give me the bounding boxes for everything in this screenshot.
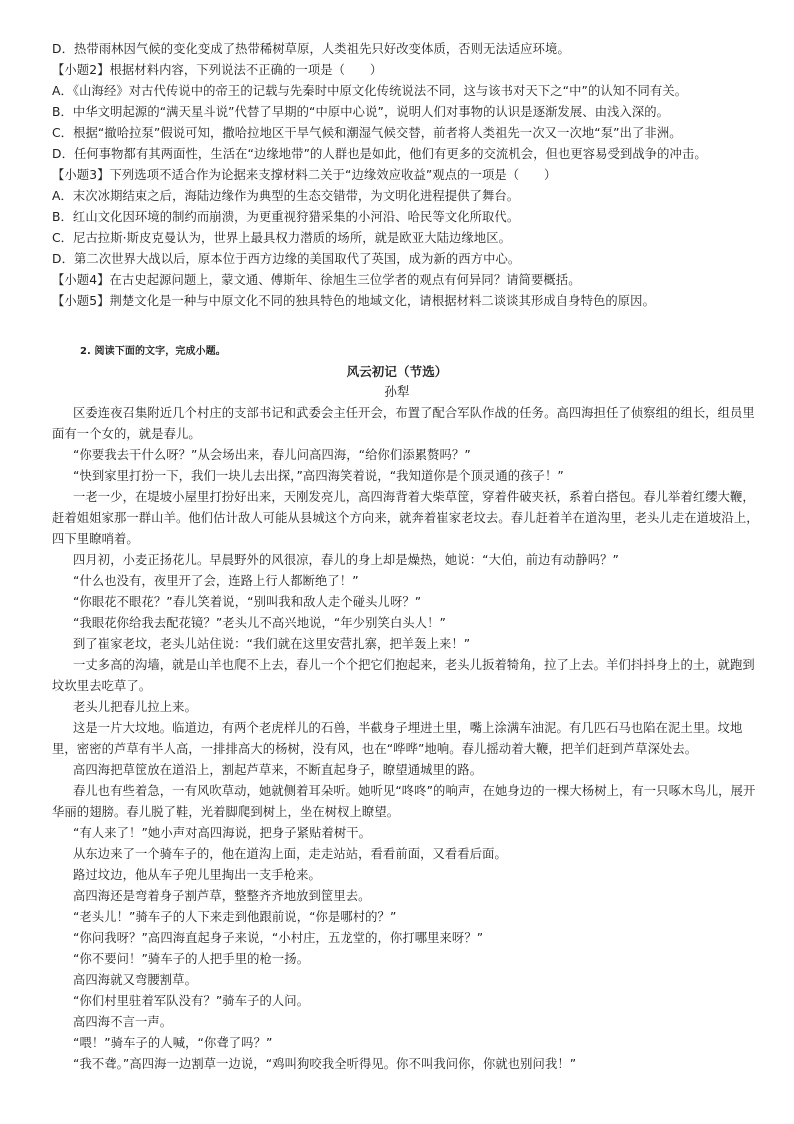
passage-line: 四月初，小麦正扬花儿。早晨野外的风很凉，春儿的身上却是燥热，她说：“大伯，前边有动静吗？” <box>73 553 620 567</box>
option-a-q2: A．《山海经》对古代传说中的帝王的记载与先秦时中原文化传统说法不同，这与该书对天下之“中”的认知不同有关。 <box>52 84 688 98</box>
reading-heading: 2. 阅读下面的文字，完成小题。 <box>80 346 226 357</box>
passage-line: “我不聋。”高四海一边割草一边说，“鸡叫狗咬我全听得见。你不叫我问你，你就也别问我！” <box>73 1057 577 1071</box>
passage-line: 高四海就又弯腰割草。 <box>73 973 197 987</box>
passage-line: 这是一片大坟地。临道边，有两个老虎样儿的石兽，半截身子埋进土里，嘴上涂满车油泥。有几匹石马也陷在泥土里。坟地 <box>73 721 743 735</box>
passage-line: 里，密密的芦草有半人高，一排排高大的杨树，没有风，也在“哗哗”地响。春儿摇动着大鞭，把羊们赶到芦草深处去。 <box>52 742 698 756</box>
passage-line: 一老一少，在堤坡小屋里打扮好出来，天刚发亮儿，高四海背着大柴草筐，穿着件破夹袄，系着白搭包。春儿举着红缨大鞭， <box>73 490 755 504</box>
passage-line: 华丽的翅膀。春儿脱了鞋，光着脚爬到树上，坐在树杈上瞭望。 <box>52 805 400 819</box>
passage-line: “你们村里驻着军队没有？”骑车子的人问。 <box>73 994 310 1008</box>
question-2: 【小题2】根据材料内容，下列说法不正确的一项是（ ） <box>52 63 383 77</box>
passage-line: 春儿也有些着急，一有风吹草动，她就侧着耳朵听。她听见“咚咚”的响声，在她身边的一棵大杨树上，有一只啄木鸟儿，展开 <box>73 784 756 798</box>
passage-line: 一丈多高的沟墙，就是山羊也爬不上去，春儿一个个把它们抱起来，老头儿扳着犄角，拉了上去。羊们抖抖身上的土，就跑到 <box>73 658 755 672</box>
question-5: 【小题5】荆楚文化是一种与中原文化不同的独具特色的地域文化，请根据材料二谈谈其形成自身特色的原因。 <box>52 294 655 308</box>
passage-line: “我眼花你给我去配花镜？”老头儿不高兴地说，“年少别笑白头人！” <box>73 616 446 630</box>
option-d-q3: D．第二次世界大战以后，原本位于西方边缘的美国取代了英国，成为新的西方中心。 <box>52 252 521 266</box>
passage-line: 高四海还是弯着身子割芦草，整整齐齐地放到筐里去。 <box>73 889 371 903</box>
option-b-q2: B．中华文明起源的“满天星斗说”代替了早期的“中原中心说”，说明人们对事物的认识是逐渐发展、由浅入深的。 <box>52 105 670 119</box>
passage-line: “什么也没有，夜里开了会，连路上行人都断绝了！” <box>73 574 359 588</box>
passage-line: “喂！”骑车子的人喊，“你聋了吗？” <box>73 1036 273 1050</box>
option-d-q1: D．热带雨林因气候的变化变成了热带稀树草原，人类祖先只好改变体质，否则无法适应环境。 <box>52 42 570 56</box>
passage-line: “你问我呀？”高四海直起身子来说，“小村庄，五龙堂的，你打哪里来呀？” <box>73 931 484 945</box>
option-b-q3: B．红山文化因环境的制约而崩溃，为更重视狩猎采集的小河沿、哈民等文化所取代。 <box>52 210 520 224</box>
passage-line: 四下里瞭哨着。 <box>52 532 139 546</box>
option-c-q3: C．尼古拉斯·斯皮克曼认为，世界上最具权力潜质的场所，就是欧亚大陆边缘地区。 <box>52 231 511 245</box>
passage-line: “你要我去干什么呀？”从会场出来，春儿问高四海，“给你们添累赘吗？” <box>73 448 471 462</box>
passage-line: 到了崔家老坟，老头儿站住说：“我们就在这里安营扎寨，把羊轰上来！” <box>73 637 471 651</box>
passage-title: 风云初记（节选） <box>346 364 448 379</box>
option-c-q2: C．根据“撤哈拉泵”假说可知，撒哈拉地区干旱气候和潮湿气候交替，前者将人类祖先一次又一次地“泵”出了非洲。 <box>52 126 682 140</box>
passage-line: “你眼花不眼花？”春儿笑着说，“别叫我和敌人走个碰头儿呀？” <box>73 595 422 609</box>
passage-line: 老头儿把春儿拉上来。 <box>73 700 197 714</box>
passage-line: “老头儿！”骑车子的人下来走到他跟前说，“你是哪村的？” <box>73 910 397 924</box>
passage-author: 孙犁 <box>384 384 410 399</box>
passage-line: “有人来了！”她小声对高四海说，把身子紧贴着树干。 <box>73 826 372 840</box>
passage-line: 面有一个女的，就是春儿。 <box>52 427 201 441</box>
question-4: 【小题4】在古史起源问题上，蒙文通、傅斯年、徐旭生三位学者的观点有何异同？请简要概括。 <box>52 273 581 287</box>
passage-line: 区委连夜召集附近几个村庄的支部书记和武委会主任开会，布置了配合军队作战的任务。高四海担任了侦察组的组长，组员里 <box>73 406 755 420</box>
option-a-q3: A．末次冰期结束之后，海陆边缘作为典型的生态交错带，为文明化进程提供了舞台。 <box>52 189 520 203</box>
option-d-q2: D．任何事物都有其两面性，生活在“边缘地带”的人群也是如此，他们有更多的交流机会，但也更容易受到战争的冲击。 <box>52 147 707 161</box>
passage-line: “快到家里打扮一下，我们一块儿去出探，”高四海笑着说，“我知道你是个顶灵通的孩子！” <box>73 469 564 483</box>
passage-line: 坟坎里去吃草了。 <box>52 679 152 693</box>
passage-line: 高四海不言一声。 <box>73 1015 173 1029</box>
question-3: 【小题3】下列选项不适合作为论据来支撑材料二关于“边缘效应收益”观点的一项是（ ） <box>52 168 557 182</box>
passage-line: 路过坟边，他从车子兜儿里掏出一支手枪来。 <box>73 868 321 882</box>
passage-line: “你不要问！”骑车子的人把手里的枪一扬。 <box>73 952 310 966</box>
passage-line: 从东边来了一个骑车子的，他在道沟上面，走走站站，看看前面，又看看后面。 <box>73 847 507 861</box>
passage-line: 赶着姐姐家那一群山羊。他们估计敌人可能从县城这个方向来，就奔着崔家老坟去。春儿赶着羊在道沟里，老头儿走在道坡沿上， <box>52 511 759 525</box>
passage-line: 高四海把草筐放在道沿上，割起芦草来，不断直起身子，瞭望通城里的路。 <box>73 763 483 777</box>
